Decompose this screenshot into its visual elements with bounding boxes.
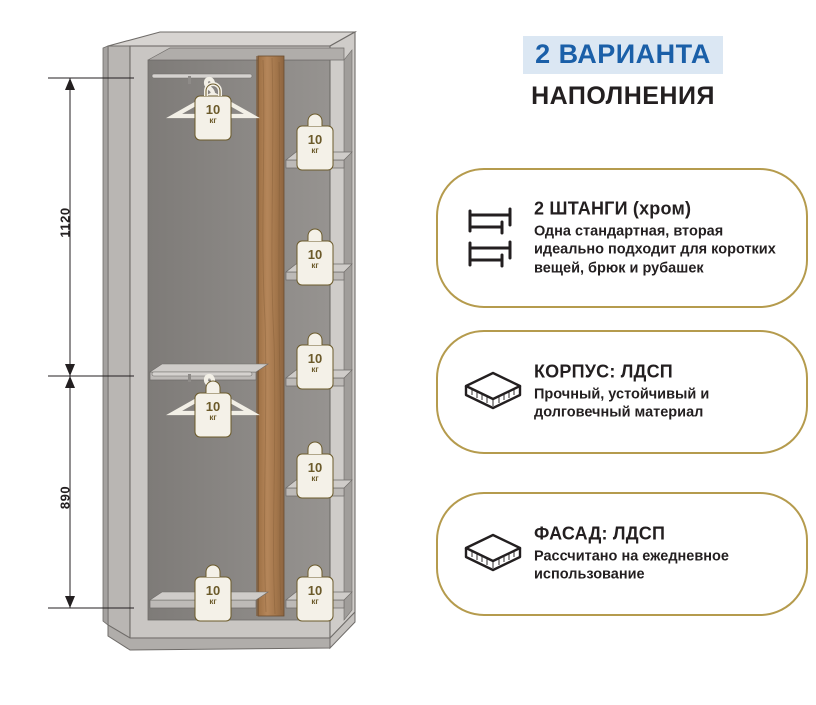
weight-unit: кг (209, 597, 217, 606)
weight-value: 10 (205, 583, 221, 598)
features-panel (430, 0, 816, 700)
weight-value: 10 (307, 583, 323, 598)
headline (430, 36, 816, 111)
weight-badge (298, 584, 332, 606)
feature-card-rails[interactable] (436, 168, 808, 308)
headline-main: 2 ВАРИАНТА (523, 36, 723, 74)
weight-badge (298, 248, 332, 270)
feature-desc: Прочный, устойчивый и долговечный материал (534, 386, 710, 421)
weight-badge (298, 133, 332, 155)
weight-unit: кг (209, 116, 217, 125)
feature-title: КОРПУС: ЛДСП (534, 361, 673, 382)
weight-unit: кг (209, 413, 217, 422)
weight-value: 10 (205, 102, 221, 117)
feature-desc: Одна стандартная, вторая идеально подходит для коротких вещей, брюк и рубашек (534, 223, 776, 277)
weight-badge (298, 461, 332, 483)
board-layers-icon (460, 519, 526, 589)
weight-unit: кг (311, 261, 319, 270)
weight-value: 10 (307, 460, 323, 475)
headline-sub: НАПОЛНЕНИЯ (531, 82, 715, 110)
feature-title: 2 ШТАНГИ (хром) (534, 198, 692, 219)
feature-card-body (534, 199, 788, 278)
weight-value: 10 (307, 132, 323, 147)
board-layers-icon (460, 357, 526, 427)
feature-title: ФАСАД: ЛДСП (534, 523, 666, 544)
weight-value: 10 (307, 351, 323, 366)
dimension-label-lower: 890 (57, 485, 73, 510)
weight-unit: кг (311, 146, 319, 155)
two-rails-icon (460, 203, 526, 273)
weight-badge (196, 400, 230, 422)
weight-badge (298, 352, 332, 374)
feature-card-body (534, 524, 788, 585)
feature-card-carcass[interactable] (436, 330, 808, 454)
feature-card-facade[interactable] (436, 492, 808, 616)
weight-unit: кг (311, 597, 319, 606)
weight-unit: кг (311, 474, 319, 483)
feature-desc: Рассчитано на ежедневное использование (534, 548, 729, 583)
weight-value: 10 (205, 399, 221, 414)
weight-unit: кг (311, 365, 319, 374)
weight-badge (196, 103, 230, 125)
weight-badge (196, 584, 230, 606)
weight-value: 10 (307, 247, 323, 262)
feature-card-body (534, 362, 788, 423)
dimension-label-upper: 1120 (57, 207, 73, 238)
